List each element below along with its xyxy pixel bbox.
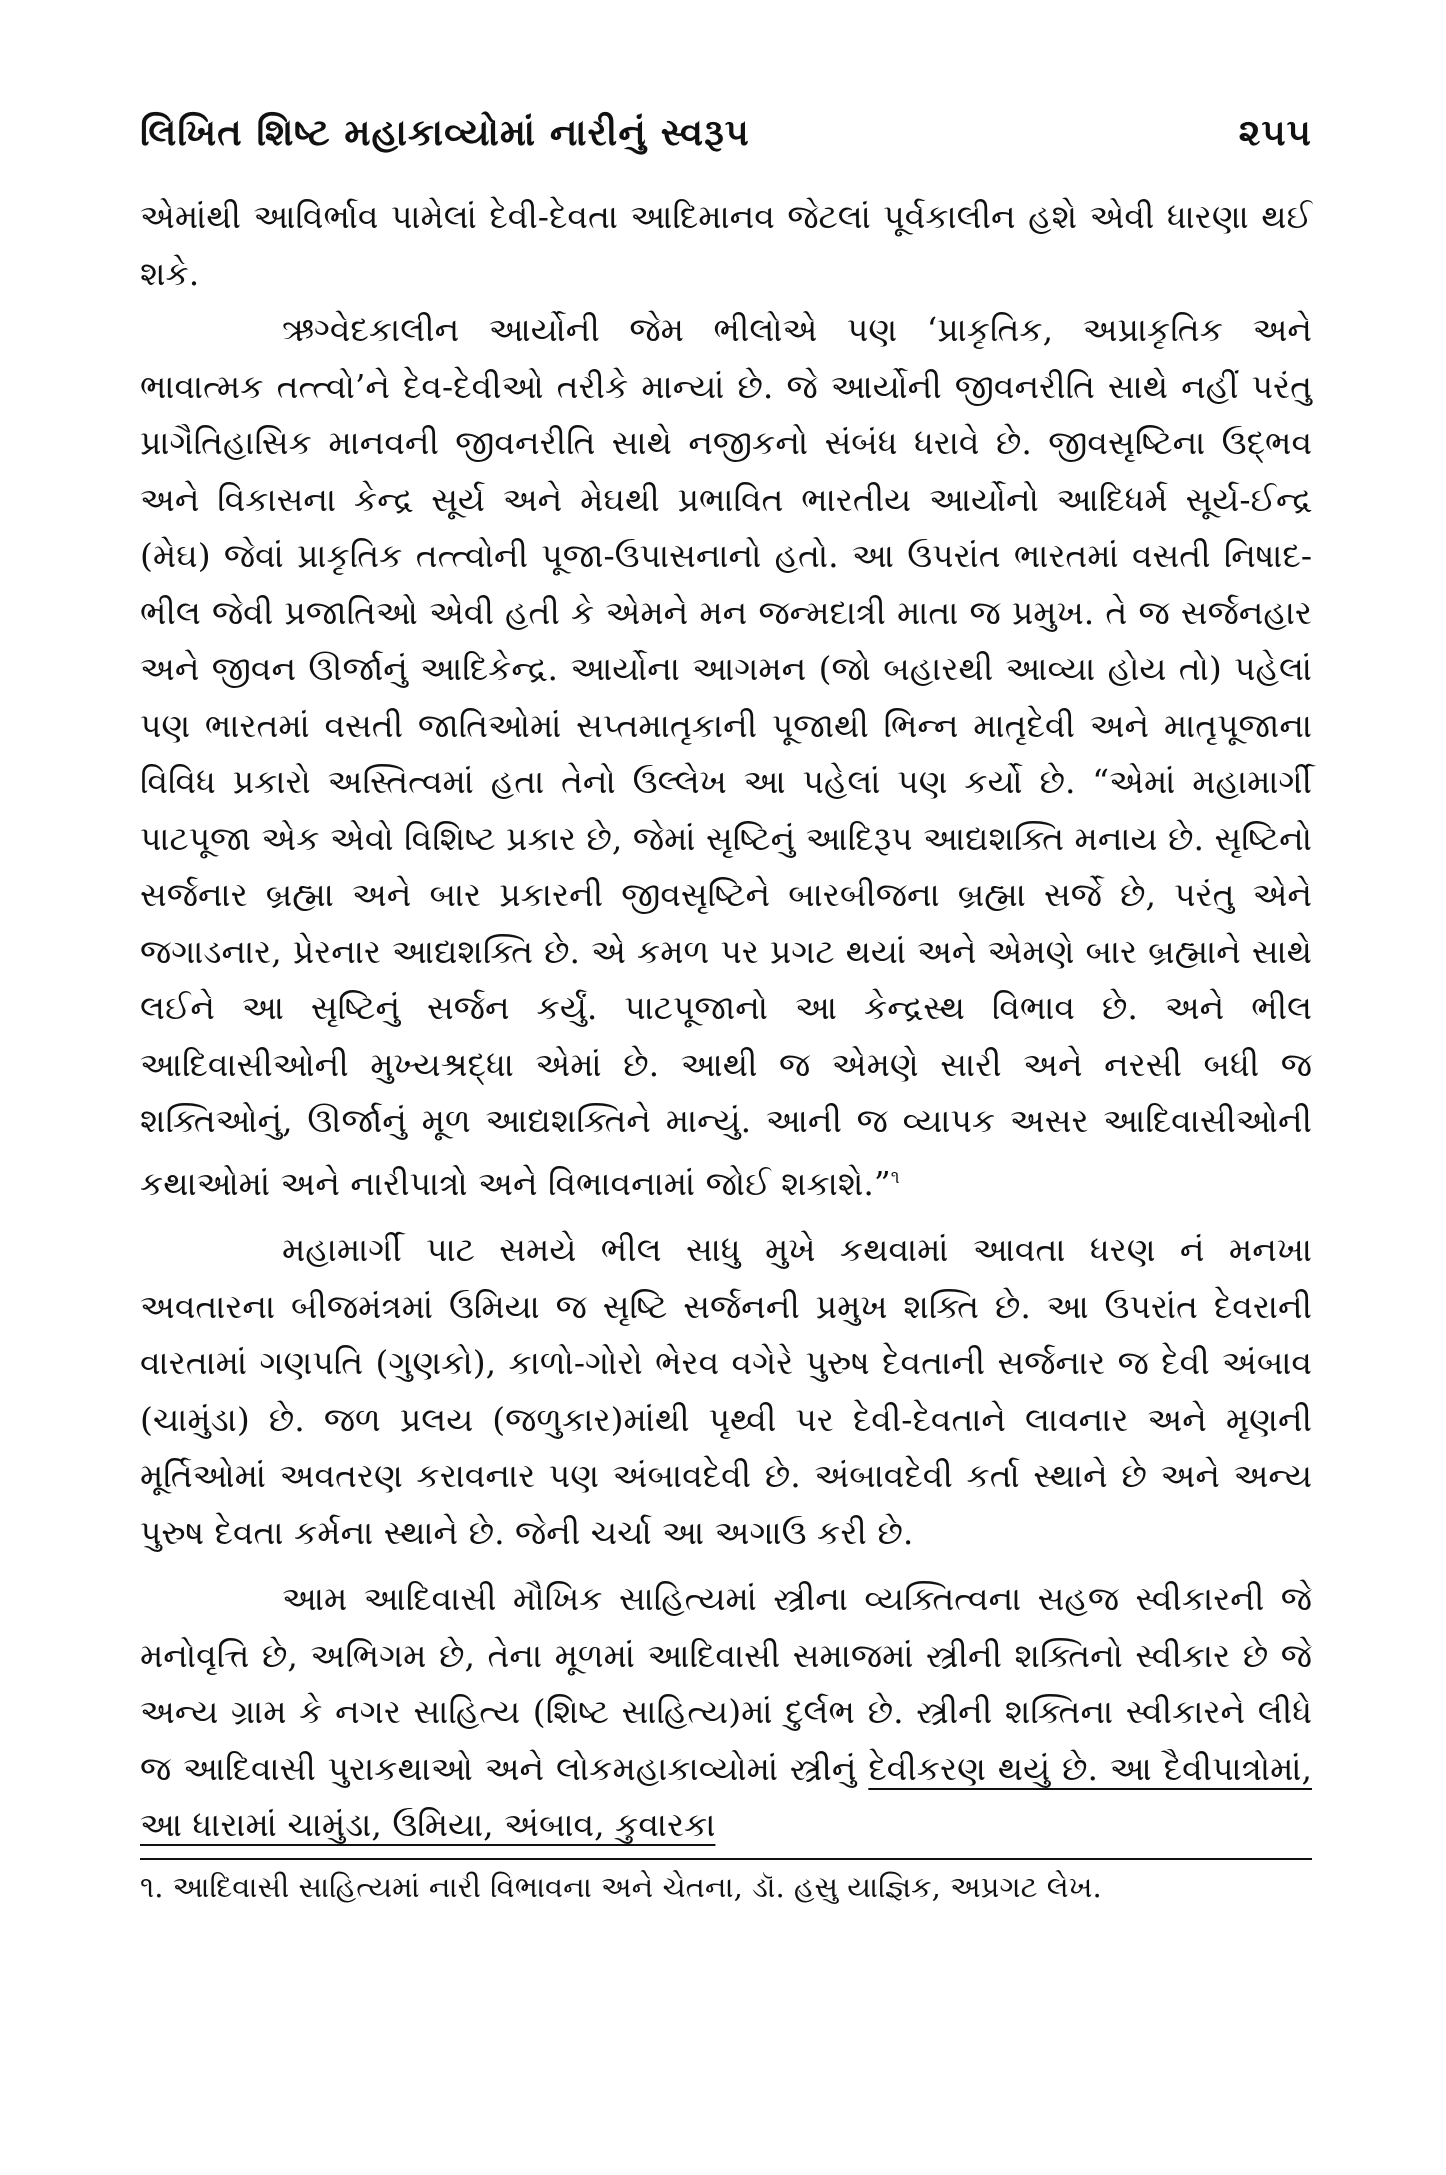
paragraph-text: આમ આદિવાસી મૌખિક સાહિત્યમાં સ્ત્રીના વ્યક્તિત્વના સહજ સ્વીકારની જે મનોવૃત્તિ છે, અભિગમ છે, તેના મૂળમાં આદિવાસી સમાજમાં સ્ત્રીની શક્તિનો સ્વીકાર છે જે અન્ય ગ્રામ કે નગર સાહિત્ય (શિષ્ટ સાહિત્ય)માં દુર્લભ છે. સ્ત્રીની શક્તિના સ્વીકારને લીધે જ આદિવાસી પુરાકથાઓ અને લોકમહાકાવ્યોમાં સ્ત્રીનું xyxy=(140,1579,1312,1788)
body-text xyxy=(140,189,1312,1854)
paragraph: મહામાર્ગી પાટ સમયે ભીલ સાધુ મુખે કથવામાં આવતા ધરણ નં મનખા અવતારના બીજમંત્રમાં ઉમિયા જ સૃષ્ટિ સર્જનની પ્રમુખ શક્તિ છે. આ ઉપરાંત દેવરાની વારતામાં ગણપતિ (ગુણકો), કાળો-ગોરો ભેરવ વગેરે પુરુષ દેવતાની સર્જનાર જ દેવી અંબાવ (ચામુંડા) છે. જળ પ્રલય (જળુકાર)માંથી પૃથ્વી પર દેવી-દેવતાને લાવનાર અને મૃણની મૂર્તિઓમાં અવતરણ કરાવનાર પણ અંબાવદેવી છે. અંબાવદેવી કર્તા સ્થાને છે અને અન્ય પુરુષ દેવતા કર્મના સ્થાને છે. જેની ચર્ચા આ અગાઉ કરી છે. xyxy=(140,1230,1312,1552)
footnote-reference: ૧ xyxy=(890,1166,900,1188)
last-line: દેવીકરણ થયું છે. આ દૈવીપાત્રોમાં, આ ધારામાં ચામુંડા, ઉમિયા, અંબાવ, કુવારકા xyxy=(140,1748,1313,1844)
paragraph xyxy=(140,302,1312,1212)
chapter-title: લિખિત શિષ્ટ મહાકાવ્યોમાં નારીનું સ્વરૂપ xyxy=(140,110,750,154)
paragraph: એમાંથી આવિર્ભાવ પામેલાં દેવી-દેવતા આદિમાનવ જેટલાં પૂર્વકાલીન હશે એવી ધારણા થઈ શકે. xyxy=(140,197,1312,293)
book-page xyxy=(140,110,1312,1910)
footnote-divider xyxy=(140,1858,1312,1860)
footnote: ૧. આદિવાસી સાહિત્યમાં નારી વિભાવના અને ચેતના, ડૉ. હસુ યાજ્ઞિક, અપ્રગટ લેખ. xyxy=(140,1869,1102,1904)
page-number: ૨૫૫ xyxy=(1238,110,1312,154)
paragraph-text: ઋગ્વેદકાલીન આર્યોની જેમ ભીલોએ પણ ‘પ્રાકૃતિક, અપ્રાકૃતિક અને ભાવાત્મક તત્ત્વો’ને દેવ-દેવીઓ તરીકે માન્યાં છે. જે આર્યોની જીવનરીતિ સાથે નહીં પરંતુ પ્રાગૈતિહાસિક માનવની જીવનરીતિ સાથે નજીકનો સંબંધ ધરાવે છે. જીવસૃષ્ટિના ઉદ્ભવ અને વિકાસના કેન્દ્ર સૂર્ય અને મેઘથી પ્રભાવિત ભારતીય આર્યોનો આદિધર્મ સૂર્ય-ઈન્દ્ર (મેઘ) જેવાં પ્રાકૃતિક તત્ત્વોની પૂજા-ઉપાસનાનો હતો. આ ઉપરાંત ભારતમાં વસતી નિષાદ-ભીલ જેવી પ્રજાતિઓ એવી હતી કે એમને મન જન્મદાત્રી માતા જ પ્રમુખ. તે જ સર્જનહાર અને જીવન ઊર્જાનું આદિકેન્દ્ર. આર્યોના આગમન (જો બહારથી આવ્યા હોય તો) પહેલાં પણ ભારતમાં વસતી જાતિઓમાં સપ્તમાતૃકાની પૂજાથી ભિન્ન માતૃદેવી અને માતૃપૂજાના વિવિધ પ્રકારો અસ્તિત્વમાં હતા તેનો ઉલ્લેખ આ પહેલાં પણ કર્યો છે. “એમાં મહામાર્ગી પાટપૂજા એક એવો વિશિષ્ટ પ્રકાર છે, જેમાં સૃષ્ટિનું આદિરૂપ આદ્યશક્તિ મનાય છે. સૃષ્ટિનો સર્જનાર બ્રહ્મા અને બાર પ્રકારની જીવસૃષ્ટિને બારબીજના બ્રહ્મા સર્જે છે, પરંતુ એને જગાડનાર, પ્રેરનાર આદ્યશક્તિ છે. એ કમળ પર પ્રગટ થયાં અને એમણે બાર બ્રહ્માને સાથે લઈને આ સૃષ્ટિનું સર્જન કર્યું. પાટપૂજાનો આ કેન્દ્રસ્થ વિભાવ છે. અને ભીલ આદિવાસીઓની મુખ્યશ્રદ્ધા એમાં છે. આથી જ એમણે સારી અને નરસી બધી જ શક્તિઓનું, ઊર્જાનું મૂળ આદ્યશક્તિને માન્યું. આની જ વ્યાપક અસર આદિવાસીઓની કથાઓમાં અને નારીપાત્રો અને વિભાવનામાં જોઈ શકાશે.” xyxy=(140,310,1312,1203)
running-head xyxy=(140,110,1312,155)
paragraph xyxy=(140,1571,1312,1854)
